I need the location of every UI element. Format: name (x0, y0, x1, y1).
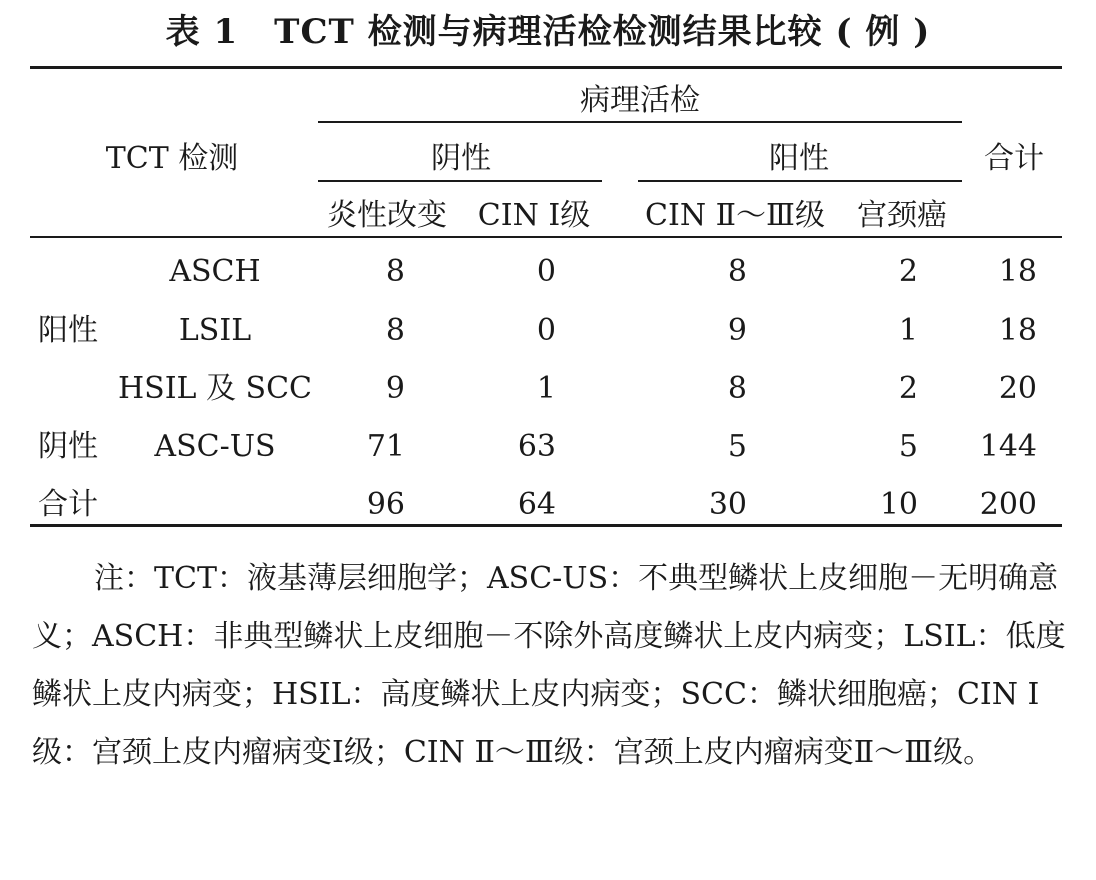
table-cell: 5 (727, 429, 747, 464)
table-cell: 5 (898, 429, 918, 464)
table-cell: 10 (879, 487, 918, 522)
header-positive: 阳性 (769, 141, 829, 176)
header-rule (30, 236, 1062, 238)
table-row-category: ASCH (169, 254, 261, 289)
table-cell: 0 (536, 313, 556, 348)
header-total: 合计 (984, 141, 1044, 176)
table-cell: 9 (385, 371, 405, 406)
table-cell: 1 (898, 313, 918, 348)
table-cell: 64 (517, 487, 556, 522)
header-sub-cancer: 宫颈癌 (857, 198, 947, 233)
table-cell: 20 (998, 371, 1037, 406)
table-cell: 8 (385, 254, 405, 289)
table-cell: 30 (708, 487, 747, 522)
table-title: TCT 检测与病理活检检测结果比较 ( 例 ) (274, 12, 931, 52)
table-cell: 144 (979, 429, 1037, 464)
table-row-group: 合计 (38, 487, 98, 522)
table-cell: 2 (898, 254, 918, 289)
table-cell: 8 (727, 371, 747, 406)
table-cell: 1 (536, 371, 556, 406)
table-row-group: 阴性 (38, 429, 98, 464)
header-sub-cin2-3: CIN Ⅱ～Ⅲ级 (645, 198, 825, 233)
table-cell: 18 (998, 313, 1037, 348)
negative-rule (318, 180, 602, 182)
table-cell: 200 (979, 487, 1037, 522)
table-cell: 63 (517, 429, 556, 464)
table-row-category: ASC-US (154, 429, 276, 464)
footnote-text: 注：TCT：液基薄层细胞学；ASC-US：不典型鳞状上皮细胞－无明确意义；ASCH：非典型鳞状上皮细胞－不除外高度鳞状上皮内病变；LSIL：低度鳞状上皮内病变；HSIL：高度鳞状上皮内病变；SCC：鳞状细胞癌；CIN Ⅰ级：宫颈上皮内瘤病变Ⅰ级；CIN Ⅱ～Ⅲ级：宫颈上皮内瘤病变Ⅱ～Ⅲ级。 (32, 561, 1066, 770)
table-cell: 71 (366, 429, 405, 464)
table-footnote (32, 550, 1068, 782)
table-cell: 96 (366, 487, 405, 522)
header-sub-cin1: CIN Ⅰ级 (477, 198, 591, 233)
table-cell: 9 (727, 313, 747, 348)
table-number: 表 1 (165, 12, 239, 52)
header-sub-inflammatory: 炎性改变 (327, 198, 447, 233)
table-caption (0, 8, 1096, 56)
header-tct: TCT 检测 (105, 141, 239, 176)
pathology-rule (318, 121, 962, 123)
table-row-group: 阳性 (38, 313, 98, 348)
table-row-category: HSIL 及 SCC (117, 371, 313, 406)
table-row-category: LSIL (178, 313, 252, 348)
table-cell: 2 (898, 371, 918, 406)
top-rule (30, 66, 1062, 69)
table-cell: 8 (385, 313, 405, 348)
table-cell: 8 (727, 254, 747, 289)
positive-rule (638, 180, 962, 182)
header-pathology: 病理活检 (580, 83, 700, 118)
header-negative: 阴性 (431, 141, 491, 176)
table-cell: 18 (998, 254, 1037, 289)
table-cell: 0 (536, 254, 556, 289)
